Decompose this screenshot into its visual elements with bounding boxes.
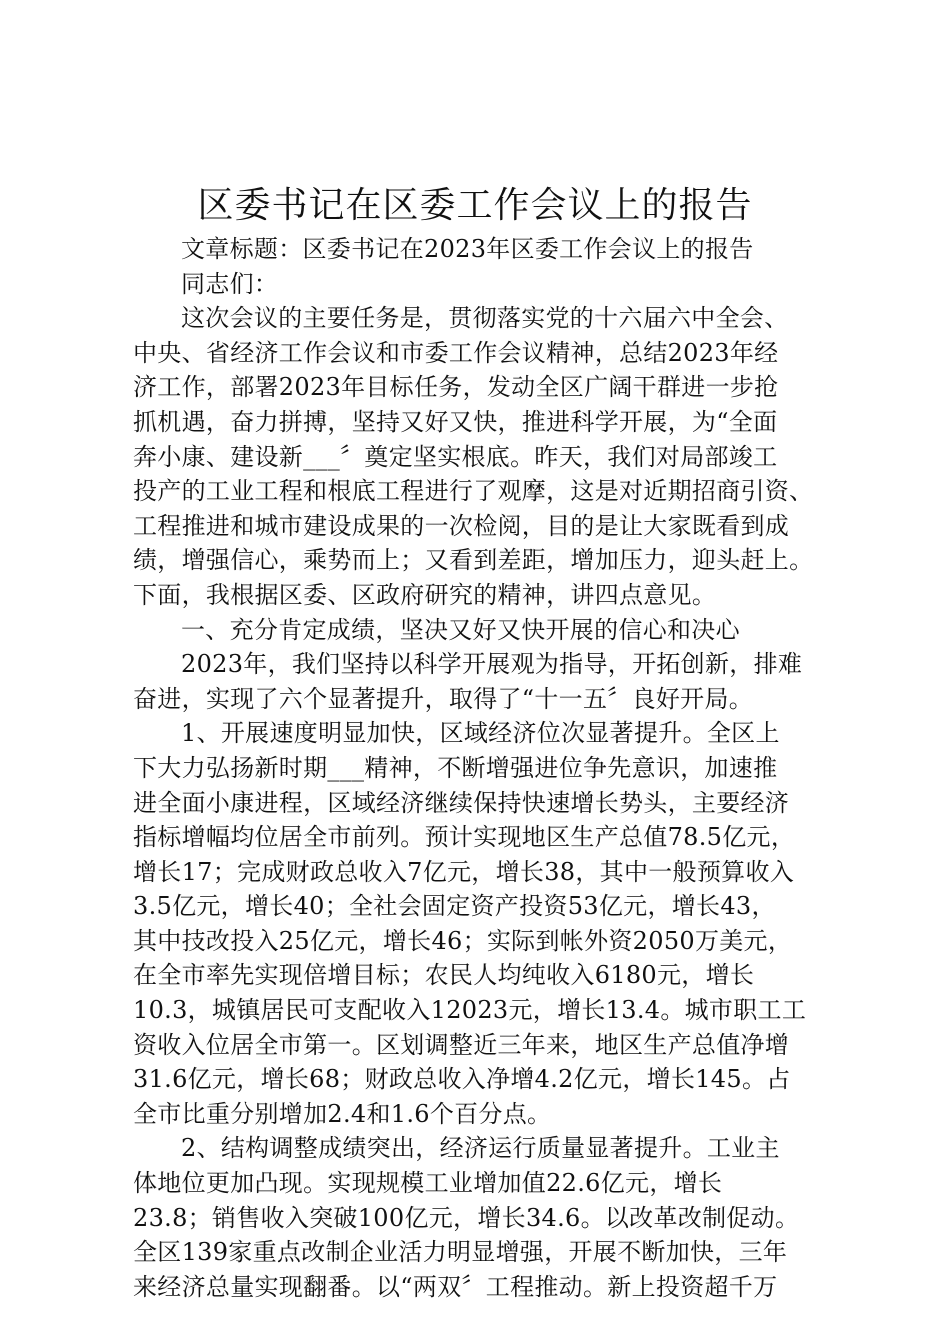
text-line: 2、结构调整成绩突出，经济运行质量显著提升。工业主	[181, 1134, 780, 1163]
text-line: 全区139家重点改制企业活力明显增强，开展不断加快，三年	[133, 1238, 788, 1267]
text-line: 绩，增强信心，乘势而上；又看到差距，增加压力，迎头赶上。	[133, 546, 814, 575]
text-line: 一、充分肯定成绩，坚决又好又快开展的信心和决心	[181, 615, 740, 644]
text-line: 投产的工业工程和根底工程进行了观摩，这是对近期招商引资、	[133, 477, 814, 506]
text-line: 指标增幅均位居全市前列。预计实现地区生产总值78.5亿元，	[133, 823, 796, 852]
text-line: 奔小康、建设新___〞奠定坚实根底。昨天，我们对局部竣工	[133, 442, 778, 471]
document-title: 区委书记在区委工作会议上的报告	[197, 185, 753, 226]
text-line: 其中技改投入25亿元，增长46；实际到帐外资2050万美元，	[133, 926, 793, 955]
text-line: 全市比重分别增加2.4和1.6个百分点。	[133, 1099, 552, 1128]
text-line: 工程推进和城市建设成果的一次检阅，目的是让大家既看到成	[133, 511, 790, 540]
text-line: 在全市率先实现倍增目标；农民人均纯收入6180元，增长	[133, 961, 755, 990]
text-line: 23.8；销售收入突破100亿元，增长34.6。以改革改制促动。	[133, 1203, 800, 1232]
text-line: 济工作，部署2023年目标任务，发动全区广阔干群进一步抢	[133, 373, 779, 402]
text-line: 进全面小康进程，区域经济继续保持快速增长势头，主要经济	[133, 788, 790, 817]
text-line: 文章标题：区委书记在2023年区委工作会议上的报告	[181, 235, 754, 263]
text-line: 奋进，实现了六个显著提升，取得了“十一五〞良好开局。	[133, 684, 754, 713]
text-line: 增长17；完成财政总收入7亿元，增长38，其中一般预算收入	[133, 857, 795, 886]
text-line: 下大力弘扬新时期___精神，不断增强进位争先意识，加速推	[133, 753, 778, 782]
text-line: 来经济总量实现翻番。以“两双〞工程推动。新上投资超千万	[133, 1272, 778, 1301]
text-line: 1、开展速度明显加快，区域经济位次显著提升。全区上	[181, 719, 780, 748]
document-body	[133, 232, 833, 1304]
text-line: 2023年，我们坚持以科学开展观为指导，开拓创新，排难	[181, 650, 803, 679]
text-line: 体地位更加凸现。实现规模工业增加值22.6亿元，增长	[133, 1169, 723, 1198]
text-line: 抓机遇，奋力拼搏，坚持又好又快，推进科学开展，为“全面	[133, 407, 778, 436]
text-line: 31.6亿元，增长68；财政总收入净增4.2亿元，增长145。占	[133, 1065, 791, 1094]
text-line: 下面，我根据区委、区政府研究的精神，讲四点意见。	[133, 580, 717, 609]
text-line: 这次会议的主要任务是，贯彻落实党的十六届六中全会、	[181, 304, 789, 333]
text-line: 同志们：	[181, 269, 279, 298]
text-line: 中央、省经济工作会议和市委工作会议精神，总结2023年经	[133, 338, 779, 367]
text-line: 3.5亿元，增长40；全社会固定资产投资53亿元，增长43，	[133, 892, 776, 921]
text-line: 10.3，城镇居民可支配收入12023元，增长13.4。城市职工工	[133, 996, 807, 1025]
text-line: 资收入位居全市第一。区划调整近三年来，地区生产总值净增	[133, 1030, 790, 1059]
